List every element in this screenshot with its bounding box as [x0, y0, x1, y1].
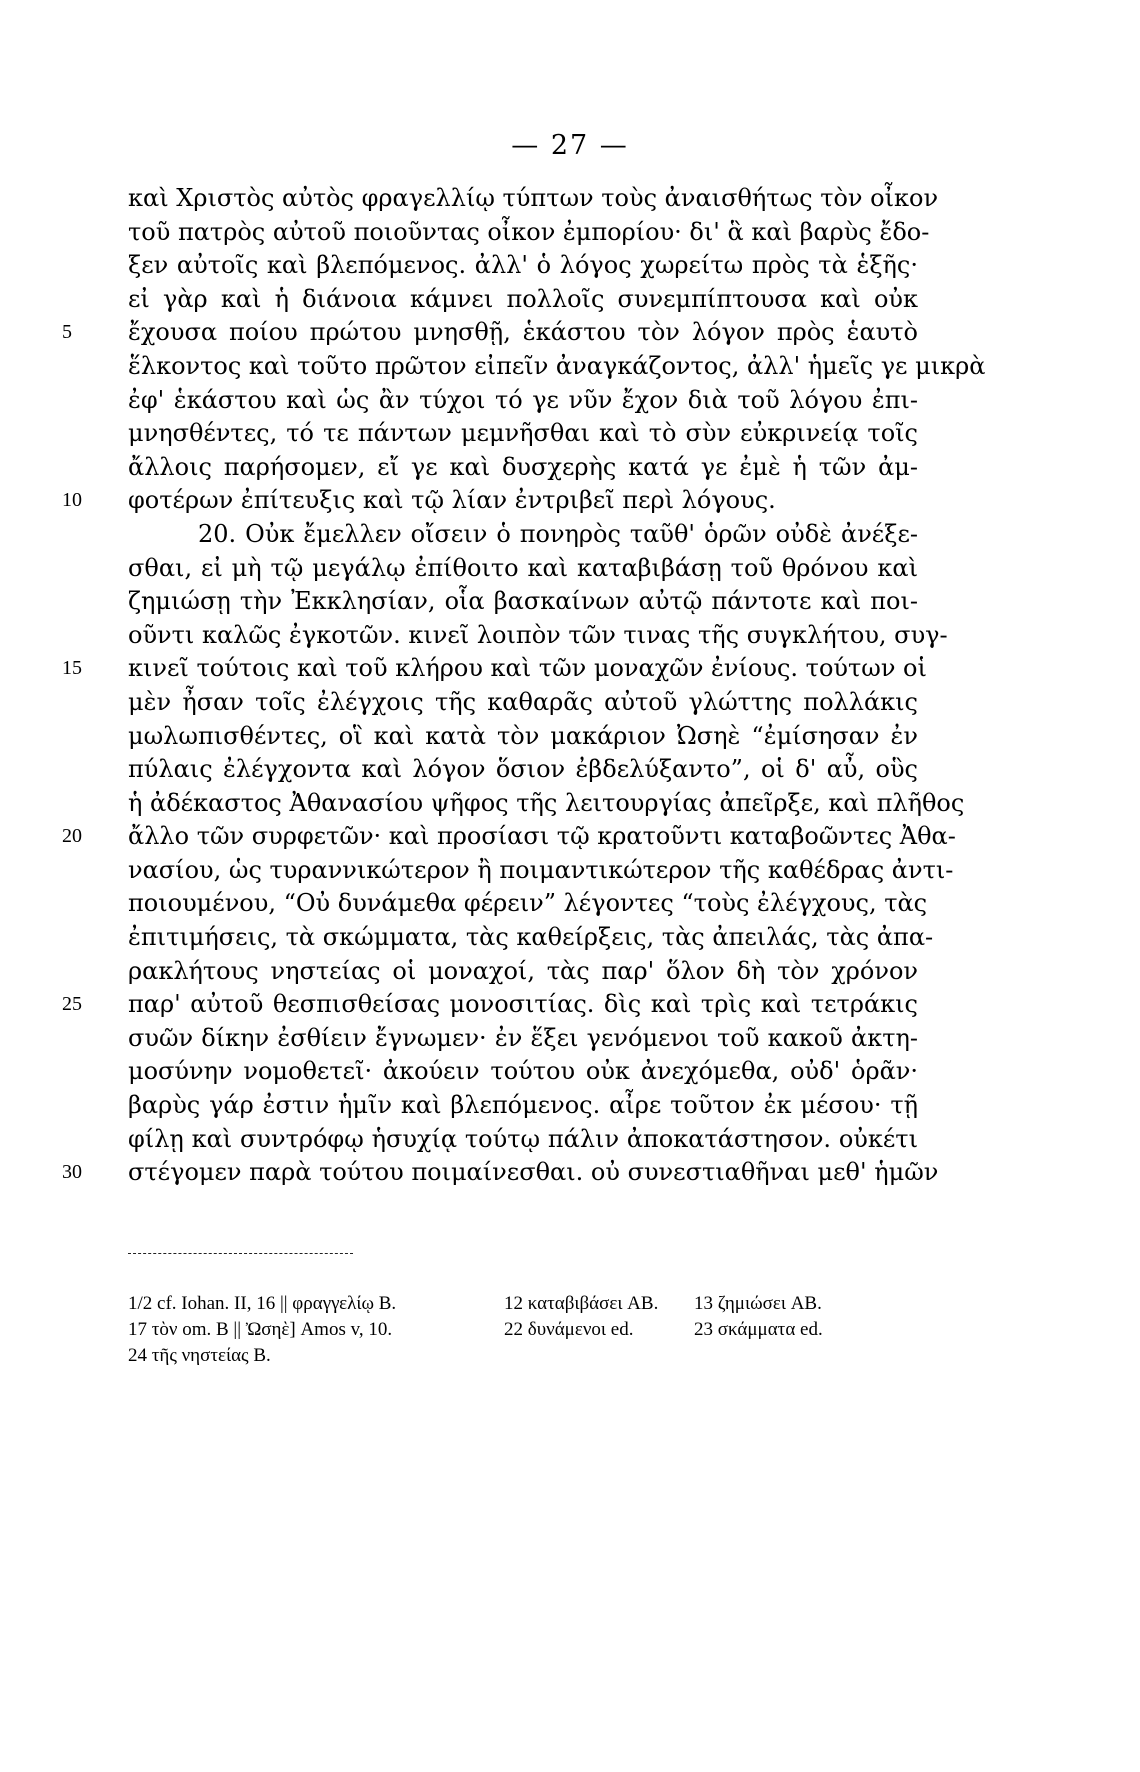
text-line	[0, 1089, 1140, 1123]
line-text: ἕλκοντος καὶ τοῦτο πρῶτον εἰπεῖν ἀναγκάζοντος, ἀλλ' ἡμεῖς γε μικρὰ	[128, 351, 986, 380]
text-line	[0, 384, 1140, 418]
line-text: τοῦ πατρὸς αὐτοῦ ποιοῦντας οἶκον ἐμπορίου· δι' ἃ καὶ βαρὺς ἔδο-	[128, 217, 930, 246]
text-line	[0, 652, 1140, 686]
text-line	[0, 1055, 1140, 1089]
line-text: ποιουμένου, “Οὐ δυνάμεθα φέρειν” λέγοντες “τοὺς ἐλέγχους, τὰς	[128, 889, 928, 918]
line-text: βαρὺς γάρ ἐστιν ἡμῖν καὶ βλεπόμενος. αἶρε τοῦτον ἐκ μέσου· τῇ	[128, 1091, 918, 1120]
text-line	[0, 484, 1140, 518]
line-text: ἐφ' ἑκάστου καὶ ὡς ἂν τύχοι τό γε νῦν ἔχον διὰ τοῦ λόγου ἐπι-	[128, 385, 918, 414]
line-text: καὶ Χριστὸς αὐτὸς φραγελλίῳ τύπτων τοὺς ἀναισθήτως τὸν οἶκον	[128, 184, 939, 212]
line-text: πύλαις ἐλέγχοντα καὶ λόγον ὅσιον ἐβδελύξαντο”, οἱ δ' αὖ, οὓς	[128, 755, 918, 784]
footnote-row	[128, 1343, 888, 1369]
main-text	[0, 182, 1140, 1190]
line-text: ξεν αὐτοῖς καὶ βλεπόμενος. ἀλλ' ὁ λόγος χωρείτω πρὸς τὰ ἑξῆς·	[128, 251, 918, 280]
text-line	[0, 887, 1140, 921]
line-text: παρ' αὐτοῦ θεσπισθείσας μονοσιτίας. δὶς καὶ τρὶς καὶ τετράκις	[128, 990, 918, 1019]
text-line	[0, 955, 1140, 989]
line-text: μὲν ἦσαν τοῖς ἐλέγχοις τῆς καθαρᾶς αὐτοῦ γλώττης πολλάκις	[128, 687, 918, 716]
line-text: φίλῃ καὶ συντρόφῳ ἡσυχίᾳ τούτῳ πάλιν ἀποκατάστησον. οὐκέτι	[128, 1124, 918, 1153]
text-line	[0, 988, 1140, 1022]
line-text: σθαι, εἰ μὴ τῷ μεγάλῳ ἐπίθοιτο καὶ καταβιβάσῃ τοῦ θρόνου καὶ	[128, 553, 918, 582]
footnote-entry: 24 τῆς νηστείας B.	[128, 1345, 271, 1366]
line-text: φοτέρων ἐπίτευξις καὶ τῷ λίαν ἐντριβεῖ περὶ λόγους.	[128, 486, 776, 515]
text-line	[0, 1123, 1140, 1157]
text-line	[0, 451, 1140, 485]
footnote-entry: 13 ζημιώσει AB.	[694, 1293, 822, 1314]
line-number: 15	[62, 657, 82, 680]
footnote-entry: 22 δυνάμενοι ed.	[504, 1319, 634, 1340]
footnotes	[128, 1291, 888, 1369]
line-number: 5	[62, 321, 72, 344]
footnote-entry: 12 καταβιβάσει AB.	[504, 1293, 659, 1314]
text-line	[0, 1022, 1140, 1056]
line-text: ζημιώσῃ τὴν Ἐκκλησίαν, οἷα βασκαίνων αὐτῷ πάντοτε καὶ ποι-	[128, 587, 918, 616]
line-text: συῶν δίκην ἐσθίειν ἔγνωμεν· ἐν ἕξει γενόμενοι τοῦ κακοῦ ἀκτη-	[128, 1023, 918, 1052]
text-line	[0, 216, 1140, 250]
text-line	[0, 720, 1140, 754]
line-text: οῦντι καλῶς ἐγκοτῶν. κινεῖ λοιπὸν τῶν τινας τῆς συγκλήτου, συγ-	[128, 620, 948, 649]
footnote-entry: 23 σκάμματα ed.	[694, 1319, 823, 1340]
text-line	[0, 417, 1140, 451]
text-line	[0, 316, 1140, 350]
text-line	[0, 820, 1140, 854]
text-line	[0, 249, 1140, 283]
line-number: 10	[62, 489, 82, 512]
line-text: στέγομεν παρὰ τούτου ποιμαίνεσθαι. οὐ συνεστιαθῆναι μεθ' ἡμῶν	[128, 1158, 939, 1187]
text-line	[0, 619, 1140, 653]
footnote-divider	[128, 1253, 353, 1254]
footnote-entry: 1/2 cf. Iohan. II, 16 || φραγγελίῳ B.	[128, 1293, 397, 1314]
line-number: 30	[62, 1161, 82, 1184]
footnote-entry: 17 τὸν om. B || Ὠσηὲ] Amos v, 10.	[128, 1319, 393, 1340]
line-text: ἡ ἀδέκαστος Ἀθανασίου ψῆφος τῆς λειτουργίας ἀπεῖρξε, καὶ πλῆθος	[128, 788, 965, 817]
text-line	[0, 518, 1140, 552]
line-text: νασίου, ὡς τυραννικώτερον ἢ ποιμαντικώτερον τῆς καθέδρας ἀντι-	[128, 855, 954, 884]
line-number: 20	[62, 825, 82, 848]
line-text: εἰ γὰρ καὶ ἡ διάνοια κάμνει πολλοῖς συνεμπίπτουσα καὶ οὐκ	[128, 284, 918, 313]
text-line	[0, 182, 1140, 216]
text-line	[0, 854, 1140, 888]
text-line	[0, 585, 1140, 619]
text-line	[0, 787, 1140, 821]
line-text: κινεῖ τούτοις καὶ τοῦ κλήρου καὶ τῶν μοναχῶν ἐνίους. τούτων οἱ	[128, 654, 927, 683]
text-line	[0, 283, 1140, 317]
footnote-row	[128, 1317, 888, 1343]
text-line	[0, 350, 1140, 384]
line-text: μοσύνην νομοθετεῖ· ἀκούειν τούτου οὐκ ἀνεχόμεθα, οὐδ' ὁρᾶν·	[128, 1057, 918, 1086]
footnote-row	[128, 1291, 888, 1317]
line-text: ἄλλοις παρήσομεν, εἴ γε καὶ δυσχερὴς κατά γε ἐμὲ ἡ τῶν ἀμ-	[128, 452, 918, 481]
text-line	[0, 753, 1140, 787]
line-text: 20. Οὐκ ἔμελλεν οἴσειν ὁ πονηρὸς ταῦθ' ὁρῶν οὐδὲ ἀνέξε-	[198, 519, 918, 548]
line-text: μωλωπισθέντες, οἳ καὶ κατὰ τὸν μακάριον Ὠσηὲ “ἐμίσησαν ἐν	[128, 721, 918, 750]
text-line	[0, 1156, 1140, 1190]
line-text: μνησθέντες, τό τε πάντων μεμνῆσθαι καὶ τὸ σὺν εὐκρινείᾳ τοῖς	[128, 419, 918, 448]
line-text: ἄλλο τῶν συρφετῶν· καὶ προσίασι τῷ κρατοῦντι καταβοῶντες Ἀθα-	[128, 822, 956, 851]
text-line	[0, 552, 1140, 586]
line-text: ρακλήτους νηστείας οἱ μοναχοί, τὰς παρ' ὅλον δὴ τὸν χρόνον	[128, 956, 918, 985]
text-line	[0, 686, 1140, 720]
line-text: ἐπιτιμήσεις, τὰ σκώμματα, τὰς καθείρξεις, τὰς ἀπειλάς, τὰς ἀπα-	[128, 923, 934, 952]
line-number: 25	[62, 993, 82, 1016]
page-number: — 27 —	[511, 130, 629, 161]
text-line	[0, 921, 1140, 955]
line-text: ἔχουσα ποίου πρώτου μνησθῇ, ἑκάστου τὸν λόγον πρὸς ἑαυτὸ	[128, 318, 918, 347]
